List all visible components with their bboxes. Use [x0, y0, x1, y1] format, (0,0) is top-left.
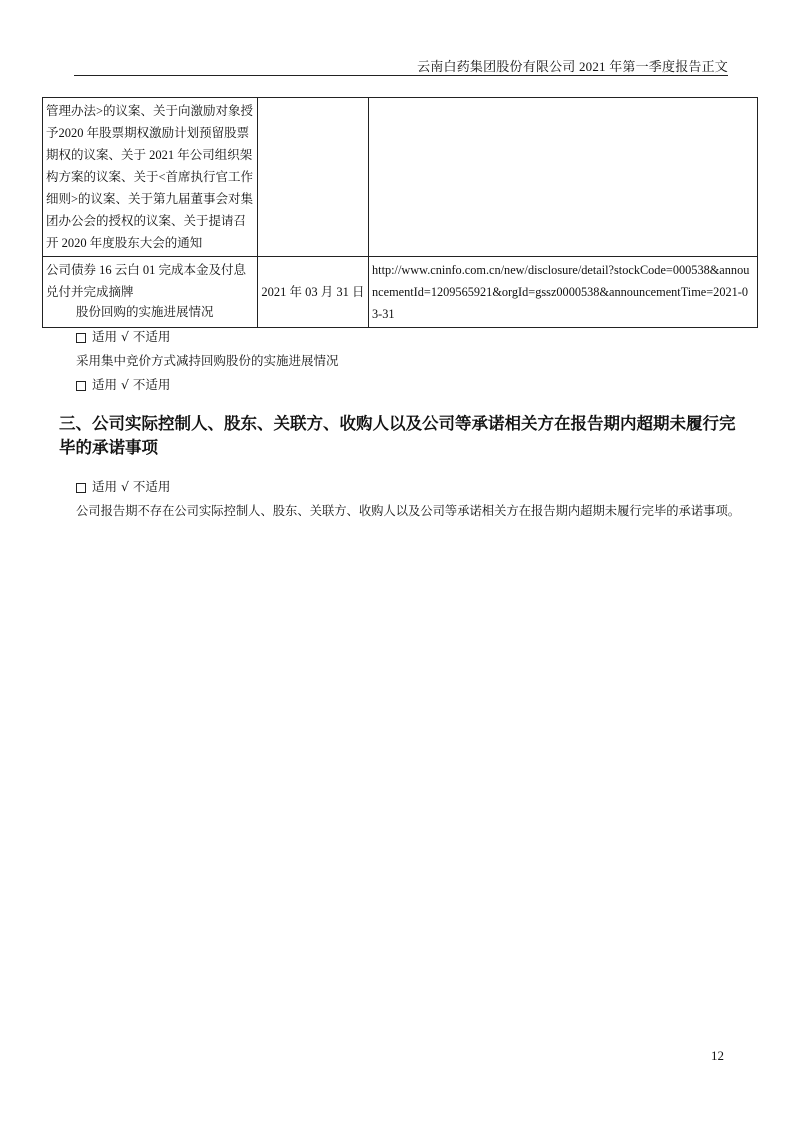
link-cell [369, 98, 758, 257]
reduction-label: 采用集中竞价方式减持回购股份的实施进展情况 [76, 353, 339, 368]
date-cell [258, 98, 369, 257]
header-rule [74, 75, 728, 76]
repurchase-label: 股份回购的实施进展情况 [76, 304, 214, 319]
disclosure-table [42, 97, 758, 328]
table-row [43, 98, 758, 257]
checkbox-icon [76, 381, 86, 391]
announcement-link[interactable]: http://www.cninfo.com.cn/new/disclosure/detail?stockCode=000538&announcementId=1209565921&orgId=gssz0000538&announcementTime=2021-03-31 [369, 257, 758, 328]
heading3-statement: 公司报告期不存在公司实际控制人、股东、关联方、收购人以及公司等承诺相关方在报告期内超期未履行完毕的承诺事项。 [76, 504, 741, 518]
subject-cell: 管理办法>的议案、关于向激励对象授予2020 年股票期权激励计划预留股票期权的议案、关于 2021 年公司组织架构方案的议案、关于<首席执行官工作细则>的议案、关于第九届董事会对集团办公会的授权的议案、关于提请召开 2020 年度股东大会的通知 [43, 98, 258, 257]
repurchase-option: 适用 √ 不适用 [76, 327, 170, 345]
subject-cell: 公司债券 16 云白 01 完成本金及付息兑付并完成摘牌 [43, 257, 258, 328]
checkbox-icon [76, 483, 86, 493]
checkbox-icon [76, 333, 86, 343]
page-number: 12 [711, 1048, 724, 1063]
section-heading: 三、公司实际控制人、股东、关联方、收购人以及公司等承诺相关方在报告期内超期未履行完毕的承诺事项 [59, 414, 736, 457]
heading3-option: 适用 √ 不适用 [76, 477, 170, 495]
date-cell: 2021 年 03 月 31 日 [258, 257, 369, 328]
page-header-title: 云南白药集团股份有限公司 2021 年第一季度报告正文 [417, 59, 728, 74]
reduction-option: 适用 √ 不适用 [76, 375, 170, 393]
